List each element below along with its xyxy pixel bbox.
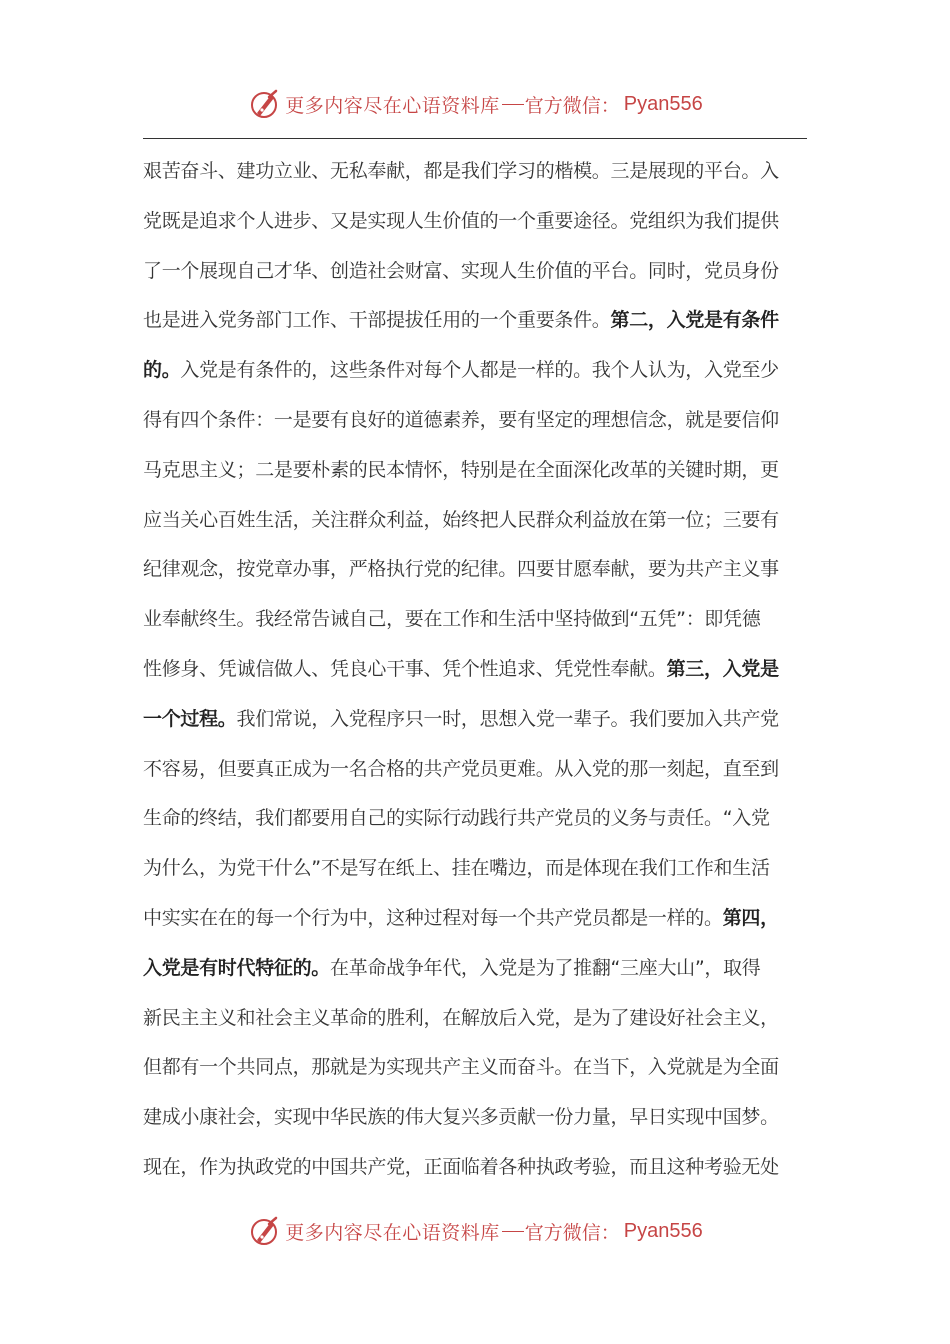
text-run: 我们常说，入党程序只一时，思想入党一辈子。我们要加入共产党 — [236, 707, 779, 730]
header-banner-id: Pyan556 — [623, 92, 703, 115]
page-header — [0, 86, 950, 122]
text-line — [143, 296, 807, 346]
text-line — [143, 346, 807, 396]
text-line — [143, 745, 807, 795]
text-run: 党既是追求个人进步、又是实现人生价值的一个重要途径。党组织为我们提供 — [143, 209, 779, 232]
text-run: 现在，作为执政党的中国共产党，正面临着各种执政考验，而且这种考验无处 — [143, 1155, 779, 1178]
pen-nib-logo-icon — [247, 87, 281, 121]
text-line — [143, 1143, 807, 1193]
text-line — [143, 695, 807, 745]
text-line — [143, 844, 807, 894]
footer-banner-id: Pyan556 — [623, 1219, 703, 1242]
text-run: 马克思主义；二是要朴素的民本情怀，特别是在全面深化改革的关键时期，更 — [143, 458, 779, 481]
bold-heading-run: 第四， — [722, 906, 779, 929]
footer-banner — [247, 1214, 703, 1248]
text-line — [143, 994, 807, 1044]
header-banner-wechat: 官方微信： — [524, 94, 620, 117]
text-run: 入党是有条件的，这些条件对每个人都是一样的。我个人认为，入党至少 — [180, 359, 779, 382]
text-line — [143, 545, 807, 595]
text-run: 性修身、凭诚信做人、凭良心干事、凭个性追求、凭党性奉献。 — [143, 657, 667, 680]
bold-heading-run: 入党是有时代特征的。 — [143, 956, 331, 979]
text-line — [143, 396, 807, 446]
header-divider — [143, 138, 807, 139]
page-footer — [0, 1213, 950, 1249]
text-run: 应当关心百姓生活，关注群众利益，始终把人民群众利益放在第一位；三要有 — [143, 508, 779, 531]
footer-banner-wechat: 官方微信： — [524, 1221, 620, 1244]
text-run: 艰苦奋斗、建功立业、无私奉献，都是我们学习的楷模。三是展现的平台。入 — [143, 160, 779, 182]
text-run: 了一个展现自己才华、创造社会财富、实现人生价值的平台。同时，党员身份 — [143, 259, 779, 282]
text-run: 中实实在在的每一个行为中，这种过程对每一个共产党员都是一样的。 — [143, 906, 723, 929]
header-banner-dash — [502, 104, 524, 105]
text-run: 建成小康社会，实现中华民族的伟大复兴多贡献一份力量，早日实现中国梦。 — [143, 1106, 779, 1129]
text-run: 也是进入党务部门工作、干部提拔任用的一个重要条件。 — [143, 309, 611, 332]
footer-banner-dash — [502, 1231, 524, 1232]
bold-heading-run: 的。 — [143, 359, 181, 382]
bold-heading-run: 一个过程。 — [143, 707, 237, 730]
text-line — [143, 197, 807, 247]
text-run: 不容易，但要真正成为一名合格的共产党员更难。从入党的那一刻起，直至到 — [143, 757, 779, 780]
text-run: 但都有一个共同点，那就是为实现共产主义而奋斗。在当下，入党就是为全面 — [143, 1056, 779, 1079]
text-line — [143, 944, 807, 994]
text-run: 业奉献终生。我经常告诫自己，要在工作和生活中坚持做到“五凭”：即凭德 — [143, 608, 761, 631]
text-run: 在革命战争年代，入党是为了推翻“三座大山”，取得 — [330, 956, 761, 979]
text-line — [143, 496, 807, 546]
header-banner-text: 更多内容尽在心语资料库 — [285, 94, 500, 117]
text-line — [143, 645, 807, 695]
bold-heading-run: 第二，入党是有条件 — [610, 309, 779, 332]
footer-banner-text: 更多内容尽在心语资料库 — [285, 1221, 500, 1244]
header-banner — [247, 87, 703, 121]
text-line — [143, 894, 807, 944]
text-line — [143, 595, 807, 645]
text-line — [143, 794, 807, 844]
document-body — [143, 147, 807, 1193]
text-run: 得有四个条件：一是要有良好的道德素养，要有坚定的理想信念，就是要信仰 — [143, 408, 779, 431]
text-line — [143, 1043, 807, 1093]
text-run: 为什么，为党干什么”不是写在纸上、挂在嘴边，而是体现在我们工作和生活 — [143, 857, 770, 880]
text-run: 新民主主义和社会主义革命的胜利，在解放后入党，是为了建设好社会主义， — [143, 1006, 779, 1029]
text-line — [143, 446, 807, 496]
text-line — [143, 147, 807, 197]
text-run: 纪律观念，按党章办事，严格执行党的纪律。四要甘愿奉献，要为共产主义事 — [143, 558, 779, 581]
pen-nib-logo-icon — [247, 1214, 281, 1248]
bold-heading-run: 第三，入党是 — [666, 657, 779, 680]
text-line — [143, 1093, 807, 1143]
text-run: 生命的终结，我们都要用自己的实际行动践行共产党员的义务与责任。“入党 — [143, 807, 770, 830]
text-line — [143, 247, 807, 297]
